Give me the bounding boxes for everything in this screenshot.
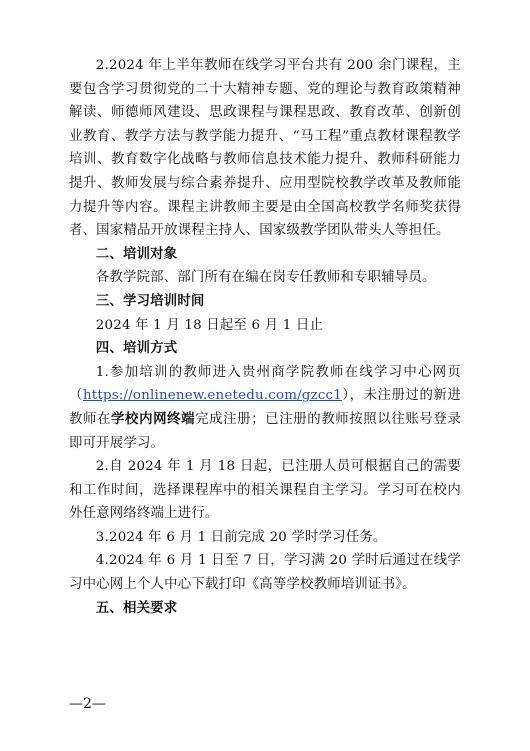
- online-learning-link[interactable]: https://onlinenew.enetedu.com/gzcc1: [82, 388, 342, 404]
- method-item-1-paragraph: [69, 361, 461, 455]
- training-time-paragraph: 2024 年 1 月 18 日起至 6 月 1 日止: [95, 317, 324, 333]
- document-body: [69, 54, 461, 620]
- course-content-paragraph: 2.2024 年上半年教师在线学习平台共有 200 余门课程，主要包含学习贯彻党的二十大精神专题、党的理论与教育政策精神解读、师德师风建设、思政课程与课程思政、教育改革、创新创业教育、教学方法与教学能力提升、“马工程”重点教材课程教学培训、教育数字化战略与教师信息技术能力提升、教师科研能力提升、教师发展与综合素养提升、应用型院校教学改革及教师能力提升等内容。课程主讲教师主要是由全国高校教学名师奖获得者、国家精品开放课程主持人、国家级教学团队带头人等担任。: [69, 58, 461, 239]
- method-item-2-paragraph: 2.自 2024 年 1 月 18 日起，已注册人员可根据自己的需要和工作时间，选择课程库中的相关课程自主学习。学习可在校内外任意网络终端上进行。: [69, 459, 461, 522]
- page-number: —2—: [69, 696, 106, 712]
- method-item-1-bold-text: 学校内网终端: [111, 410, 196, 427]
- method-item-1-prefix: 1.参加培训的教师进入贵州商学院教师在线学习中心网页（: [69, 364, 461, 404]
- method-item-1-middle: ），未注册过的新进教师在: [69, 388, 461, 427]
- training-target-paragraph: 各教学院部、部门所有在编在岗专任教师和专职辅导员。: [95, 270, 436, 286]
- method-item-1-suffix: 完成注册；已注册的教师按照以往账号登录即可开展学习。: [69, 411, 461, 451]
- method-item-3-paragraph: 3.2024 年 6 月 1 日前完成 20 学时学习任务。: [95, 529, 387, 545]
- section-heading-requirements: 五、相关要求: [95, 599, 178, 616]
- section-heading-training-method: 四、培训方式: [95, 340, 178, 357]
- section-heading-training-time: 三、学习培训时间: [95, 292, 205, 309]
- method-item-4-paragraph: 4.2024 年 6 月 1 日至 7 日，学习满 20 学时后通过在线学习中心网上个人中心下载打印《高等学校教师培训证书》。: [69, 553, 461, 593]
- section-heading-training-target: 二、培训对象: [95, 245, 178, 262]
